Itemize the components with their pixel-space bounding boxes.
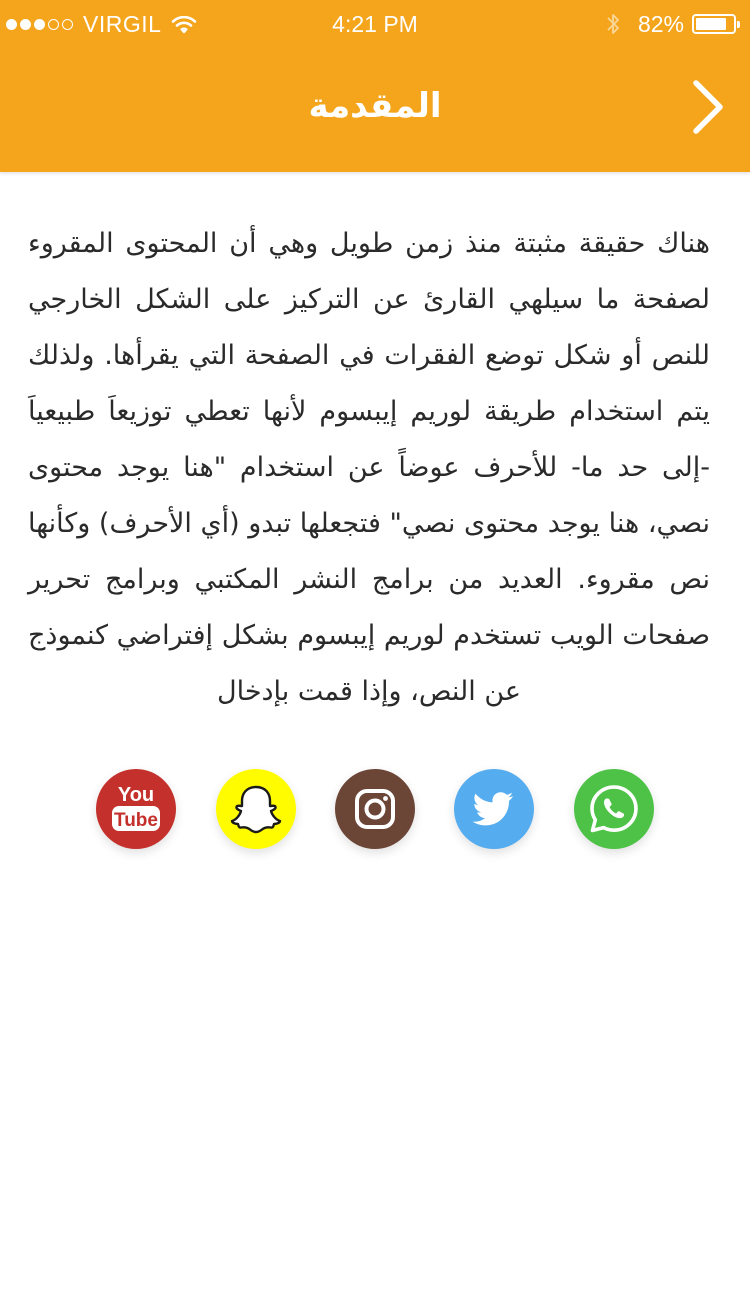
app-header [0,0,750,172]
snapchat-icon [228,781,284,837]
twitter-button[interactable] [454,769,534,849]
status-time: 4:21 PM [332,11,418,37]
youtube-icon [96,769,176,849]
status-right [606,10,736,38]
bluetooth-icon [606,12,620,36]
page-title: المقدمة [308,86,442,126]
snapchat-button[interactable] [216,769,296,849]
chevron-right-icon [691,79,725,135]
battery-percentage: 82% [637,10,684,37]
back-button[interactable] [680,76,736,138]
twitter-icon [473,791,515,827]
instagram-icon [353,787,397,831]
youtube-button[interactable] [96,769,176,849]
whatsapp-button[interactable] [574,769,654,849]
carrier-name: VIRGIL [83,10,162,37]
article-body: هناك حقيقة مثبتة منذ زمن طويل وهي أن المحتوى المقروء لصفحة ما سيلهي القارئ عن التركيز على الشكل الخارجي للنص أو شكل توضع الفقرات في الصفحة التي يقرأها. ولذلك يتم استخدام طريقة لوريم إيبسوم لأنها تعطي توزيعاَ طبيعياَ -إلى حد ما- للأحرف عوضاً عن استخدام "هنا يوجد محتوى نصي، هنا يوجد محتوى نصي" فتجعلها تبدو (أي الأحرف) وكأنها نص مقروء. العديد من برامج النشر المكتبي وبرامج تحرير صفحات الويب تستخدم لوريم إيبسوم بشكل إفتراضي كنموذج عن النص، وإذا قمت بإدخال [28,228,710,707]
battery-fill [696,18,726,30]
battery-cap [737,21,740,28]
instagram-button[interactable] [335,769,415,849]
social-links [0,769,750,851]
youtube-label-top: You [117,784,155,806]
status-bar [0,0,750,48]
battery-icon [692,14,736,34]
whatsapp-icon [588,783,640,835]
youtube-label-bottom: Tube [114,810,158,831]
navigation-bar [0,48,750,172]
